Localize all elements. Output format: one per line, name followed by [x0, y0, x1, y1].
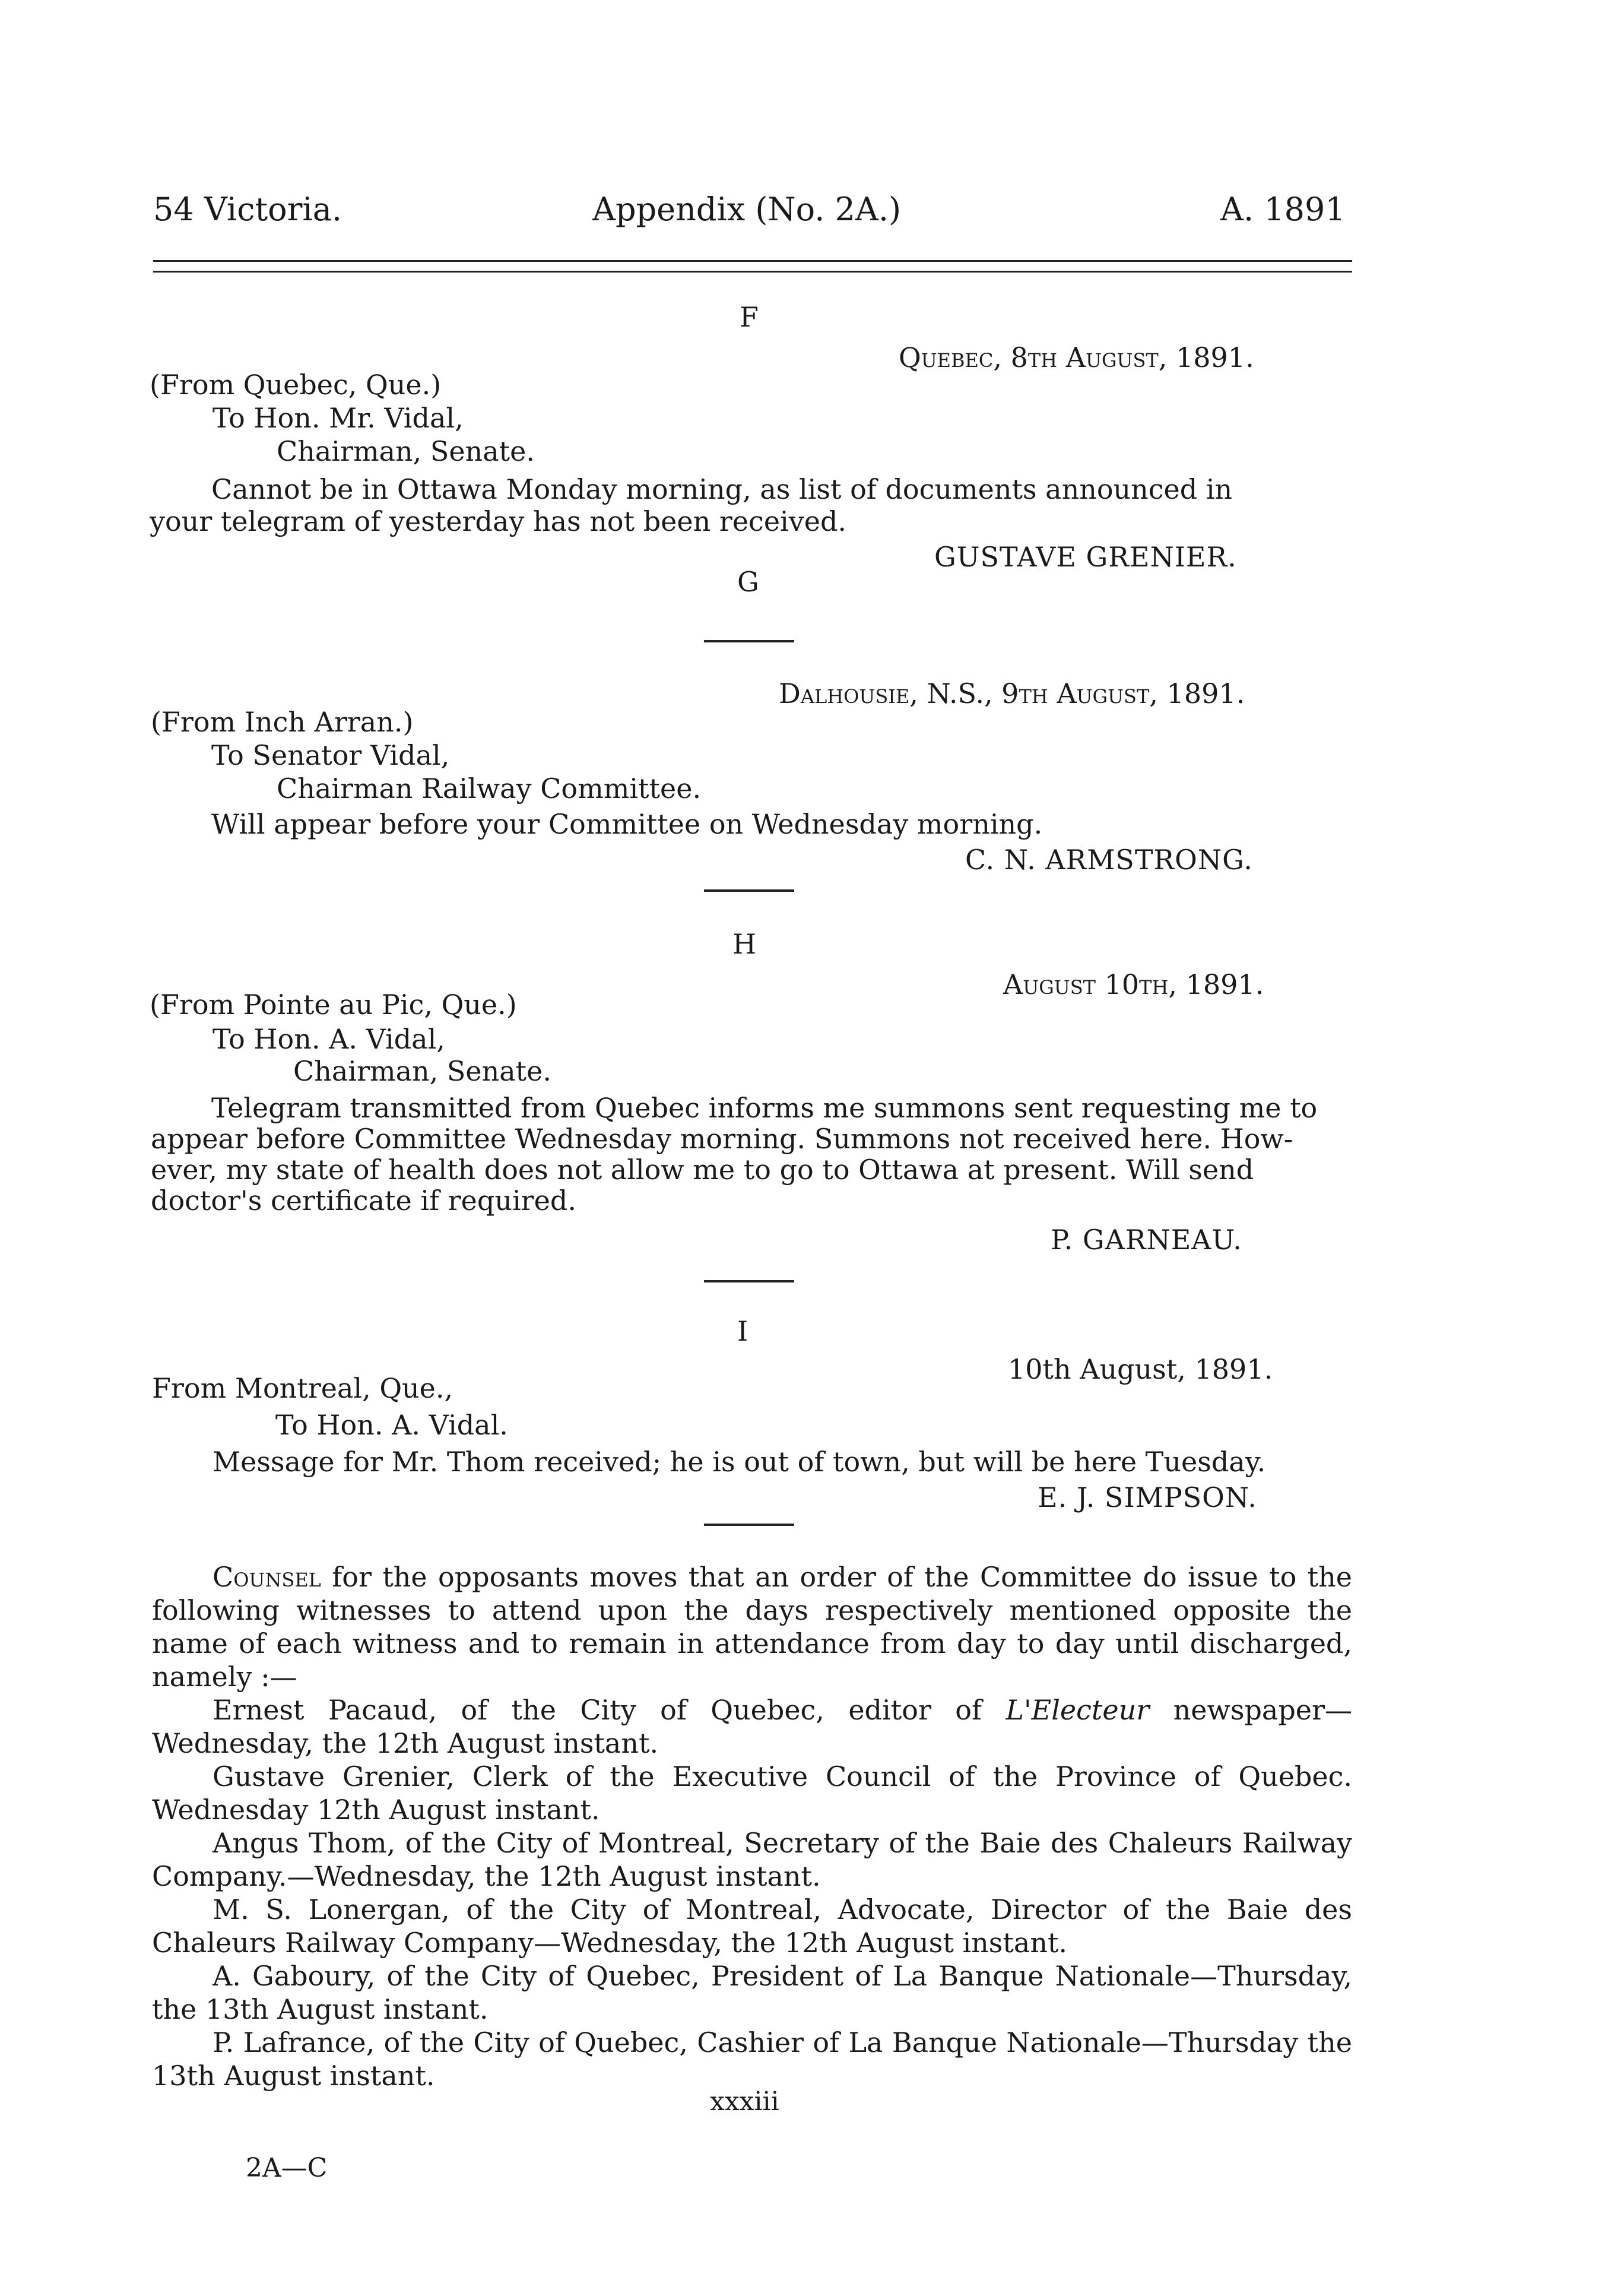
section-f-place-date: Quebec, 8th August, 1891. — [899, 341, 1254, 373]
page-folio: xxxiii — [710, 2086, 779, 2117]
counsel-motion-text: for the opposants moves that an order of the Committee do issue to the following witnesses to attend upon the days respectively mentioned opposite the name of each witness and to remain in attendance from day to day until discharged, namely :— — [152, 1561, 1352, 1693]
witness-lonergan: M. S. Lonergan, of the City of Montreal, Advocate, Director of the Baie des Chaleurs Railway Company—Wednesday, the 12th August instant. — [152, 1893, 1352, 1959]
section-h-body-3: ever, my state of health does not allow me to go to Ottawa at present. Will send — [151, 1154, 1254, 1186]
section-f-body-1: Cannot be in Ottawa Monday morning, as list of documents announced in — [211, 473, 1233, 505]
section-h-body-4: doctor's certificate if required. — [151, 1185, 576, 1217]
closing-rule — [704, 1524, 794, 1526]
section-h-body-1: Telegram transmitted from Quebec informs me summons sent requesting me to — [211, 1092, 1318, 1124]
section-h-body-2: appear before Committee Wednesday morning. Summons not received here. How- — [151, 1123, 1293, 1155]
section-f-signature: GUSTAVE GRENIER. — [934, 541, 1237, 573]
section-f-to-title: Chairman, Senate. — [277, 435, 535, 467]
section-g-rule — [704, 640, 794, 642]
section-i-place-date: 10th August, 1891. — [1008, 1353, 1273, 1385]
section-g-place-date: Dalhousie, N.S., 9th August, 1891. — [779, 677, 1245, 710]
header-session: 54 Victoria. — [153, 191, 342, 228]
section-g-to: To Senator Vidal, — [211, 739, 450, 771]
section-f-to: To Hon. Mr. Vidal, — [212, 402, 464, 434]
section-i-from: From Montreal, Que., — [152, 1372, 453, 1404]
witness-grenier: Gustave Grenier, Clerk of the Executive Council of the Province of Quebec. Wednesday 12th August instant. — [152, 1760, 1352, 1826]
witness-gaboury: A. Gaboury, of the City of Quebec, President of La Banque Nationale—Thursday, the 13th August instant. — [152, 1960, 1352, 2025]
section-i-body-1: Message for Mr. Thom received; he is out of town, but will be here Tuesday. — [212, 1446, 1266, 1478]
section-f-from: (From Quebec, Que.) — [150, 369, 442, 401]
section-i-rule — [704, 1280, 794, 1282]
section-g-signature: C. N. ARMSTRONG. — [965, 844, 1253, 876]
section-g-to-title: Chairman Railway Committee. — [277, 772, 702, 805]
section-h-rule — [704, 889, 794, 892]
section-g-from: (From Inch Arran.) — [151, 706, 414, 738]
header-rule-top — [153, 260, 1352, 262]
witness-pacaud: Ernest Pacaud, of the City of Quebec, editor of L'Electeur newspaper—Wednesday, the 12th August instant. — [152, 1694, 1353, 1759]
header-rule-bottom — [153, 271, 1352, 273]
section-h-to: To Hon. A. Vidal, — [212, 1023, 445, 1055]
counsel-motion — [152, 1560, 1352, 1693]
section-h-to-title: Chairman, Senate. — [293, 1055, 551, 1087]
counsel-word: Counsel — [212, 1561, 321, 1593]
section-g-letter: G — [737, 566, 759, 598]
section-h-letter: H — [732, 928, 757, 960]
section-h-place-date: August 10th, 1891. — [1003, 968, 1264, 1000]
section-f-letter: F — [740, 301, 759, 333]
header-appendix: Appendix (No. 2A.) — [592, 191, 902, 228]
section-h-signature: P. GARNEAU. — [1051, 1224, 1242, 1256]
section-i-signature: E. J. SIMPSON. — [1038, 1481, 1257, 1513]
section-i-letter: I — [737, 1315, 748, 1347]
section-h-from: (From Pointe au Pic, Que.) — [150, 989, 517, 1021]
header-year: A. 1891 — [1220, 191, 1346, 228]
witness-thom: Angus Thom, of the City of Montreal, Secretary of the Baie des Chaleurs Railway Company.—Wednesday, the 12th August instant. — [152, 1827, 1352, 1892]
newspaper-title: L'Electeur — [1005, 1694, 1150, 1726]
motion-block — [152, 1560, 1352, 2092]
section-g-body-1: Will appear before your Committee on Wednesday morning. — [211, 808, 1043, 840]
section-f-body-2: your telegram of yesterday has not been received. — [150, 505, 847, 537]
sheet-signature: 2A—C — [246, 2153, 328, 2183]
section-i-to: To Hon. A. Vidal. — [275, 1409, 508, 1441]
witness-lafrance: P. Lafrance, of the City of Quebec, Cashier of La Banque Nationale—Thursday the 13th August instant. — [152, 2026, 1352, 2092]
